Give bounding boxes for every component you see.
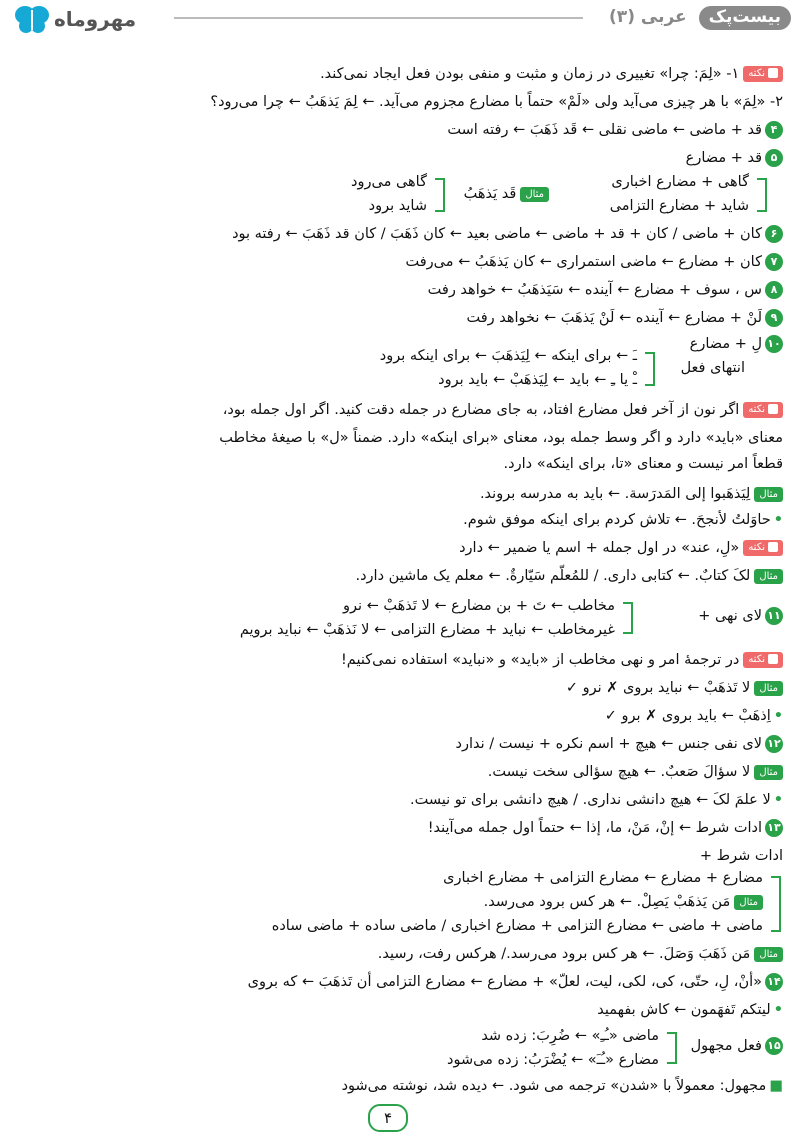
example-line [355,566,783,586]
rule-6 [232,224,783,244]
number-badge: ۱۳ [765,819,783,837]
text-line [700,846,783,866]
example-badge: مثال [754,947,783,962]
example-line [484,892,763,912]
text: «أنْ، لِ، حتّی، کی، لکی، لیت، لعلّ» + مضارع ← مضارع التزامی أن تَذهَبَ ← که بروی [247,974,762,990]
rule-7 [406,252,784,272]
text: کان + مضارع ← ماضی استمراری ← کان یَذهَبُ ← می‌رفت [405,254,762,270]
text: مضارع + مضارع ← مضارع التزامی + مضارع اخباری [443,870,763,886]
number-badge: ۱۵ [765,1037,783,1055]
bullet-line [597,1000,783,1020]
text-line [443,868,763,888]
example-line [378,944,783,964]
header-rule [174,17,583,19]
brand-logo [14,4,136,34]
text: گاهی می‌رود [351,174,427,190]
number-badge: ۱۰ [765,335,783,353]
page-number: ۴ [368,1104,408,1132]
example-badge: مثال [754,487,783,502]
number-badge: ۴ [765,121,783,139]
text-line [343,596,615,616]
example-line [480,484,783,504]
note-badge: نکته [743,66,783,82]
text: ماضی + ماضی ← مضارع التزامی + مضارع اخباری / ماضی ساده + ماضی ساده [271,918,763,934]
rule-10 [690,334,783,354]
brace [667,1032,677,1064]
bullet: • [773,512,783,528]
text-line [210,92,783,112]
brace [435,178,445,212]
example-badge: مثال [734,895,763,910]
note-badge: نکته [743,652,783,668]
text: کان + ماضی / کان + قد + ماضی ← ماضی بعید ← کان ذَهَبَ / کان قد ذَهَبَ ← رفته بود [232,226,762,242]
text: لیتکم تَفهَمون ← کاش بفهمید [597,1002,771,1018]
text: شاید برود [368,198,427,214]
text: حاوَلتُ لأنجحَ. ← تلاش کردم برای اینکه موفق شوم. [463,512,771,528]
book-tag: بیست‌پک [699,6,791,30]
note-icon [768,68,778,78]
bullet: • [773,708,783,724]
text: ادات شرط + [699,848,783,864]
text-line [219,428,783,448]
text-line [351,172,427,192]
example-line [464,184,549,204]
text: لای نفی جنس ← هیچ + اسم نکره + نیست / ندارد [455,736,762,752]
brace [645,352,655,386]
note-icon [768,542,778,552]
page-header [0,0,805,50]
text: قد + ماضی ← ماضی نقلی ← قَد ذَهَبَ ← رفته است [447,122,762,138]
bullet-line [463,510,783,530]
bullet-line [605,706,783,726]
text: قد + مضارع [685,150,762,166]
text: معنای «باید» دارد و اگر وسط جمله بود، معنای «برای اینکه» دارد. ضمناً «ل» با صیغهٔ مخاطب [219,430,783,446]
text-line [380,346,637,366]
number-badge: ۷ [765,253,783,271]
text: فعل مجهول [690,1038,762,1054]
text-line [681,358,745,378]
text: لِ + مضارع [689,336,762,352]
text-line [272,916,763,936]
text-line [610,196,749,216]
text: انتهای فعل [680,360,745,376]
note-line [341,650,783,670]
text: «لِ، عند» در اول جمله + اسم یا ضمیر ← دارد [459,540,740,556]
example-badge: مثال [754,765,783,780]
text: شاید + مضارع التزامی [609,198,749,214]
rule-5 [686,148,783,168]
text: لِیَذهَبوا إلی المَدرَسة. ← باید به مدرسه بروند. [479,486,751,502]
text: گاهی + مضارع اخباری [611,174,749,190]
text-line [447,1050,659,1070]
note-line [320,64,783,84]
text: غیرمخاطب ← نباید + مضارع التزامی ← لا نَذهَبْ ← نباید برویم [239,622,615,638]
example-line [488,762,783,782]
brace [771,876,781,932]
bullet-line [342,1076,783,1096]
text: لَنْ + مضارع ← آینده ← لَنْ یَذهَبَ ← نخواهد رفت [466,310,762,326]
rule-8 [428,280,783,300]
text: اِذهَبْ ← باید بروی ✗ برو ✓ [604,708,771,724]
text: لا سؤالَ صَعبٌ. ← هیچ سؤالی سخت نیست. [487,764,751,780]
number-badge: ۵ [765,149,783,167]
bullet: ■ [769,1078,783,1094]
text: در ترجمهٔ امر و نهی مخاطب از «باید» و «نباید» استفاده نمی‌کنیم! [340,652,740,668]
note-icon [768,404,778,414]
number-badge: ۹ [765,309,783,327]
example-badge: مثال [520,187,549,202]
note-badge: نکته [743,402,783,418]
text-line [369,196,427,216]
text: ـْ یا ـِ ← باید ← لِیَذهَبْ ← باید برود [438,372,637,388]
rule-11 [698,606,783,626]
number-badge: ۶ [765,225,783,243]
note-icon [768,654,778,664]
bullet-line [410,790,783,810]
text: لای نهی + [698,608,762,624]
text: لا تَذهَبْ ← نباید بروی ✗ نرو ✓ [565,680,751,696]
text-line [611,172,749,192]
number-badge: ۸ [765,281,783,299]
text: قطعاً امر نیست و معنای «تا، برای اینکه» دارد. [503,456,783,472]
brace [757,178,767,212]
text: لا علمَ لکَ ← هیچ دانشی نداری. / هیچ دانشی برای تو نیست. [409,792,771,808]
text-line [438,370,637,390]
bullet: • [773,792,783,808]
text: ـَ ← برای اینکه ← لِیَذهَبَ ← برای اینکه برود [379,348,637,364]
note-line [223,400,783,420]
text: مَن ذَهَبَ وَصَلَ. ← هر کس برود می‌رسد./ هرکس رفت، رسید. [377,946,751,962]
text: قَد یَذهَبُ [463,186,517,202]
number-badge: ۱۴ [765,973,783,991]
rule-15 [691,1036,783,1056]
example-line [566,678,783,698]
text: س ، سوف + مضارع ← آینده ← سَیَذهَبُ ← خواهد رفت [427,282,762,298]
example-badge: مثال [754,681,783,696]
number-badge: ۱۲ [765,735,783,753]
brace [623,602,633,634]
text: اگر نون از آخر فعل مضارع افتاد، به جای مضارع در جمله دقت کنید. اگر اول جمله بود، [222,402,740,418]
text-line [481,1026,659,1046]
bullet: • [773,1002,783,1018]
book-title-block [609,6,791,30]
brand-name: مهروماه [54,7,137,31]
text: ۱- «لِمَ: چرا» تغییری در زمان و مثبت و منفی بودن فعل ایجاد نمی‌کند. [320,66,740,82]
rule-9 [466,308,783,328]
text: مخاطب ← تَ + بن مضارع ← لا تَذهَبْ ← نرو [343,598,615,614]
rule-4 [447,120,783,140]
text-line [240,620,615,640]
number-badge: ۱۱ [765,607,783,625]
book-title: عربی (۳) [609,7,687,27]
butterfly-icon [14,4,50,34]
rule-14 [248,972,783,992]
text: مضارع «ـُـَ» ← یُضْرَبُ: زده می‌شود [447,1052,659,1068]
text: مَن یَذهَبْ یَصِلْ. ← هر کس برود می‌رسد. [483,894,731,910]
note-line [459,538,783,558]
text: لکَ کتابٌ. ← کتابی داری. / للمُعلّم سَیّارةٌ. ← معلم یک ماشین دارد. [355,568,751,584]
text: ادات شرط ← إنْ، مَنْ، ما، إذا ← حتماً اول جمله می‌آیند! [427,820,762,836]
text-line [504,454,783,474]
text: ماضی «ـُـِ» ← ضُرِبَ: زده شد [481,1028,659,1044]
rule-13 [428,818,783,838]
text: مجهول: معمولاً با «شدن» ترجمه می شود. ← دیده شد، نوشته می‌شود [341,1078,767,1094]
note-badge: نکته [743,540,783,556]
example-badge: مثال [754,569,783,584]
text: ۲- «لِمَ» با هر چیزی می‌آید ولی «لَمْ» حتماً با مضارع مجزوم می‌آید. ← لِمَ یَذهَبُ ← چرا می‌رود؟ [210,94,783,110]
rule-12 [455,734,783,754]
